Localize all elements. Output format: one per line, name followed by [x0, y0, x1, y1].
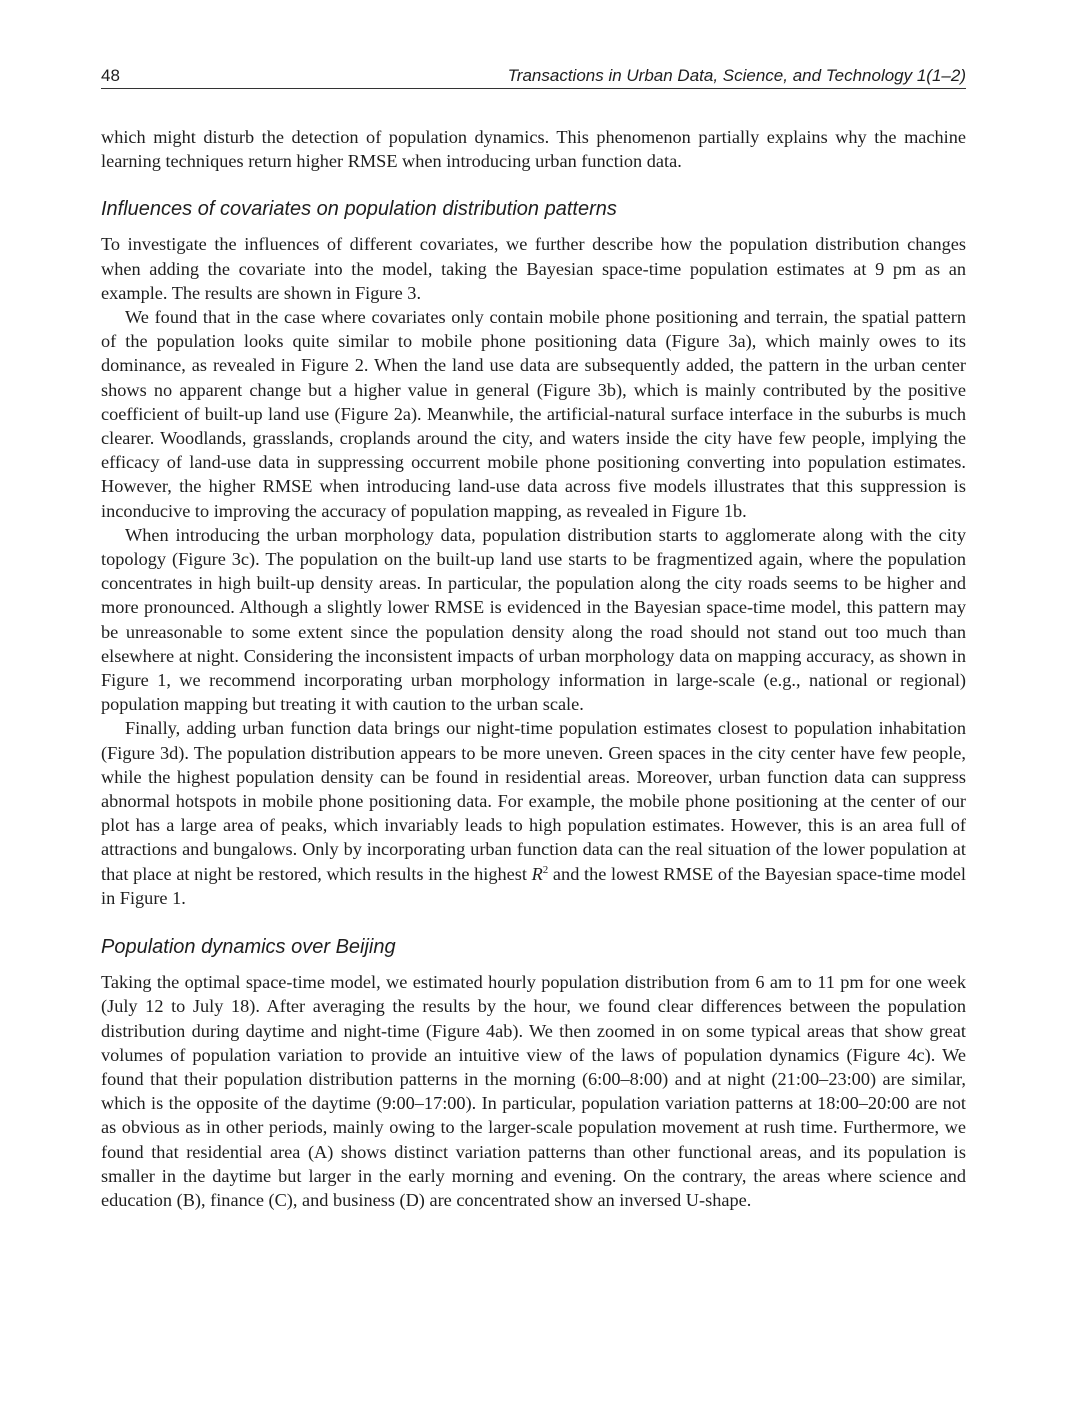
section-heading-population-dynamics: Population dynamics over Beijing	[101, 936, 396, 959]
section-covariates-body	[101, 232, 966, 910]
paragraph-text: Finally, adding urban function data brings our night-time population estimates closest to population inhabitation (Figure 3d). The population distribution appears to be more uneven. Green spaces in the city center have few people, while the highest population density can be found in residential areas. Moreover, urban function data can suppress abnormal hotspots in mobile phone positioning data. For example, the mobile phone positioning at the center of our plot has a large area of peaks, which invariably leads to high population estimates. However, this is an area full of attractions and bungalows. Only by incorporating urban function data can the real situation of the lower population at that place at night be restored, which results in the highest	[101, 718, 966, 884]
section-dynamics-body	[101, 970, 966, 1212]
intro-paragraph: which might disturb the detection of population dynamics. This phenomenon partially explains why the machine learning techniques return higher RMSE when introducing urban function data.	[101, 127, 966, 172]
paragraph-text-end: and the lowest RMSE of the Bayesian space-time model in Figure 1.	[101, 863, 966, 908]
paragraph-urban-function	[101, 716, 966, 910]
section-heading-covariates: Influences of covariates on population distribution patterns	[101, 198, 617, 221]
running-header	[101, 62, 966, 89]
journal-title: Transactions in Urban Data, Science, and Technology 1(1–2)	[507, 66, 966, 85]
paragraph: When introducing the urban morphology data, population distribution starts to agglomerate along with the city topology (Figure 3c). The population on the built-up land use starts to be fragmentized again, where the population concentrates in high built-up density areas. In particular, the population along the city roads seems to be higher and more pronounced. Although a slightly lower RMSE is evidenced in the Bayesian space-time model, this pattern may be unreasonable to some extent since the population density along the road should not stand out too much than elsewhere at night. Considering the inconsistent impacts of urban morphology data on mapping accuracy, as shown in Figure 1, we recommend incorporating urban morphology information in large-scale (e.g., national or regional) population mapping but treating it with caution to the urban scale.	[101, 524, 966, 715]
page	[101, 62, 966, 1212]
paragraph: We found that in the case where covariates only contain mobile phone positioning and terrain, the spatial pattern of the population looks quite similar to mobile phone positioning data (Figure 3a), which mainly owes to its dominance, as revealed in Figure 2. When the land use data are subsequently added, the pattern in the urban center shows no apparent change but a higher value in general (Figure 3b), which is mainly contributed by the positive coefficient of built-up land use (Figure 2a). Meanwhile, the artificial-natural surface interface in the suburbs is much clearer. Woodlands, grasslands, croplands around the city, and waters inside the city have few people, implying the efficacy of land-use data in suppressing occurrent mobile phone positioning converting into population estimates. However, the higher RMSE when introducing land-use data across five models illustrates that this suppression is inconducive to improving the accuracy of population mapping, as revealed in Figure 1b.	[101, 307, 966, 521]
r-squared-superscript: 2	[542, 863, 549, 876]
r-squared-symbol: R	[531, 863, 543, 884]
paragraph: Taking the optimal space-time model, we estimated hourly population distribution from 6 am to 11 pm for one week (July 12 to July 18). After averaging the results by the hour, we found clear differences between the population distribution during daytime and night-time (Figure 4ab). We then zoomed in on some typical areas that show great volumes of population variation to provide an intuitive view of the laws of population dynamics (Figure 4c). We found that their population distribution patterns in the morning (6:00–8:00) and at night (21:00–23:00) are similar, which is the opposite of the daytime (9:00–17:00). In particular, population variation patterns at 18:00–20:00 are not as obvious as in other periods, mainly owing to the larger-scale population movement at rush time. Furthermore, we found that residential area (A) shows distinct variation patterns than other functional areas, and its population is smaller in the daytime but larger in the early morning and evening. On the contrary, the areas where science and education (B), finance (C), and business (D) are concentrated show an inversed U-shape.	[101, 972, 966, 1210]
paragraph: To investigate the influences of different covariates, we further describe how the population distribution changes when adding the covariate into the model, taking the Bayesian space-time population estimates at 9 pm as an example. The results are shown in Figure 3.	[101, 234, 966, 303]
page-number: 48	[101, 66, 120, 85]
